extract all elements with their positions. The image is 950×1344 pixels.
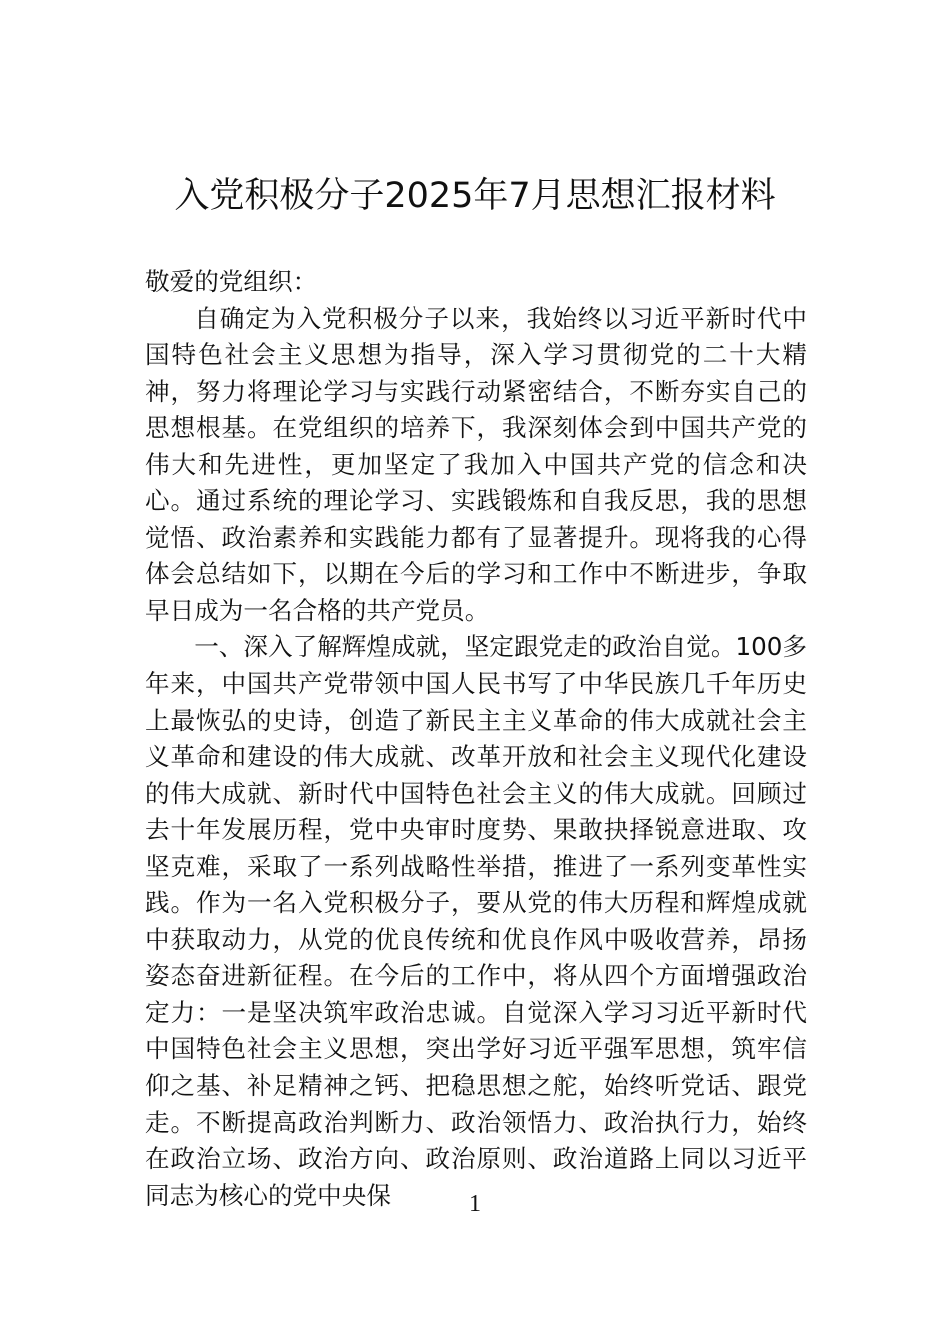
document-title: 入党积极分子2025年7月思想汇报材料 — [174, 176, 776, 216]
document-body — [145, 264, 807, 1214]
paragraph-intro: 自确定为入党积极分子以来，我始终以习近平新时代中国特色社会主义思想为指导，深入学习贯彻党的二十大精神，努力将理论学习与实践行动紧密结合，不断夯实自己的思想根基。在党组织的培养下，我深刻体会到中国共产党的伟大和先进性，更加坚定了我加入中国共产党的信念和决心。通过系统的理论学习、实践锻炼和自我反思，我的思想觉悟、政治素养和实践能力都有了显著提升。现将我的心得体会总结如下，以期在今后的学习和工作中不断进步，争取早日成为一名合格的共产党员。 — [145, 303, 807, 625]
section-1-body: 100多年来，中国共产党带领中国人民书写了中华民族几千年历史上最恢弘的史诗，创造了新民主主义革命的伟大成就社会主义革命和建设的伟大成就、改革开放和社会主义现代化建设的伟大成就、新时代中国特色社会主义的伟大成就。回顾过去十年发展历程，党中央审时度势、果敢抉择锐意进取、攻坚克难，采取了一系列战略性举措，推进了一系列变革性实践。作为一名入党积极分子，要从党的伟大历程和辉煌成就中获取动力，从党的优良传统和优良作风中吸收营养，昂扬姿态奋进新征程。在今后的工作中，将从四个方面增强政治定力：一是坚决筑牢政治忠诚。自觉深入学习习近平新时代中国特色社会主义思想，突出学好习近平强军思想，筑牢信仰之基、补足精神之钙、把稳思想之舵，始终听党话、跟党走。不断提高政治判断力、政治领悟力、政治执行力，始终在政治立场、政治方向、政治原则、政治道路上同以习近平同志为核心的党中央保 — [145, 632, 807, 1210]
paragraph-section-1 — [145, 629, 807, 1214]
page-number: 1 — [469, 1191, 481, 1217]
salutation: 敬爱的党组织： — [145, 267, 318, 296]
section-1-heading: 一、深入了解辉煌成就，坚定跟党走的政治自觉。 — [194, 632, 736, 662]
